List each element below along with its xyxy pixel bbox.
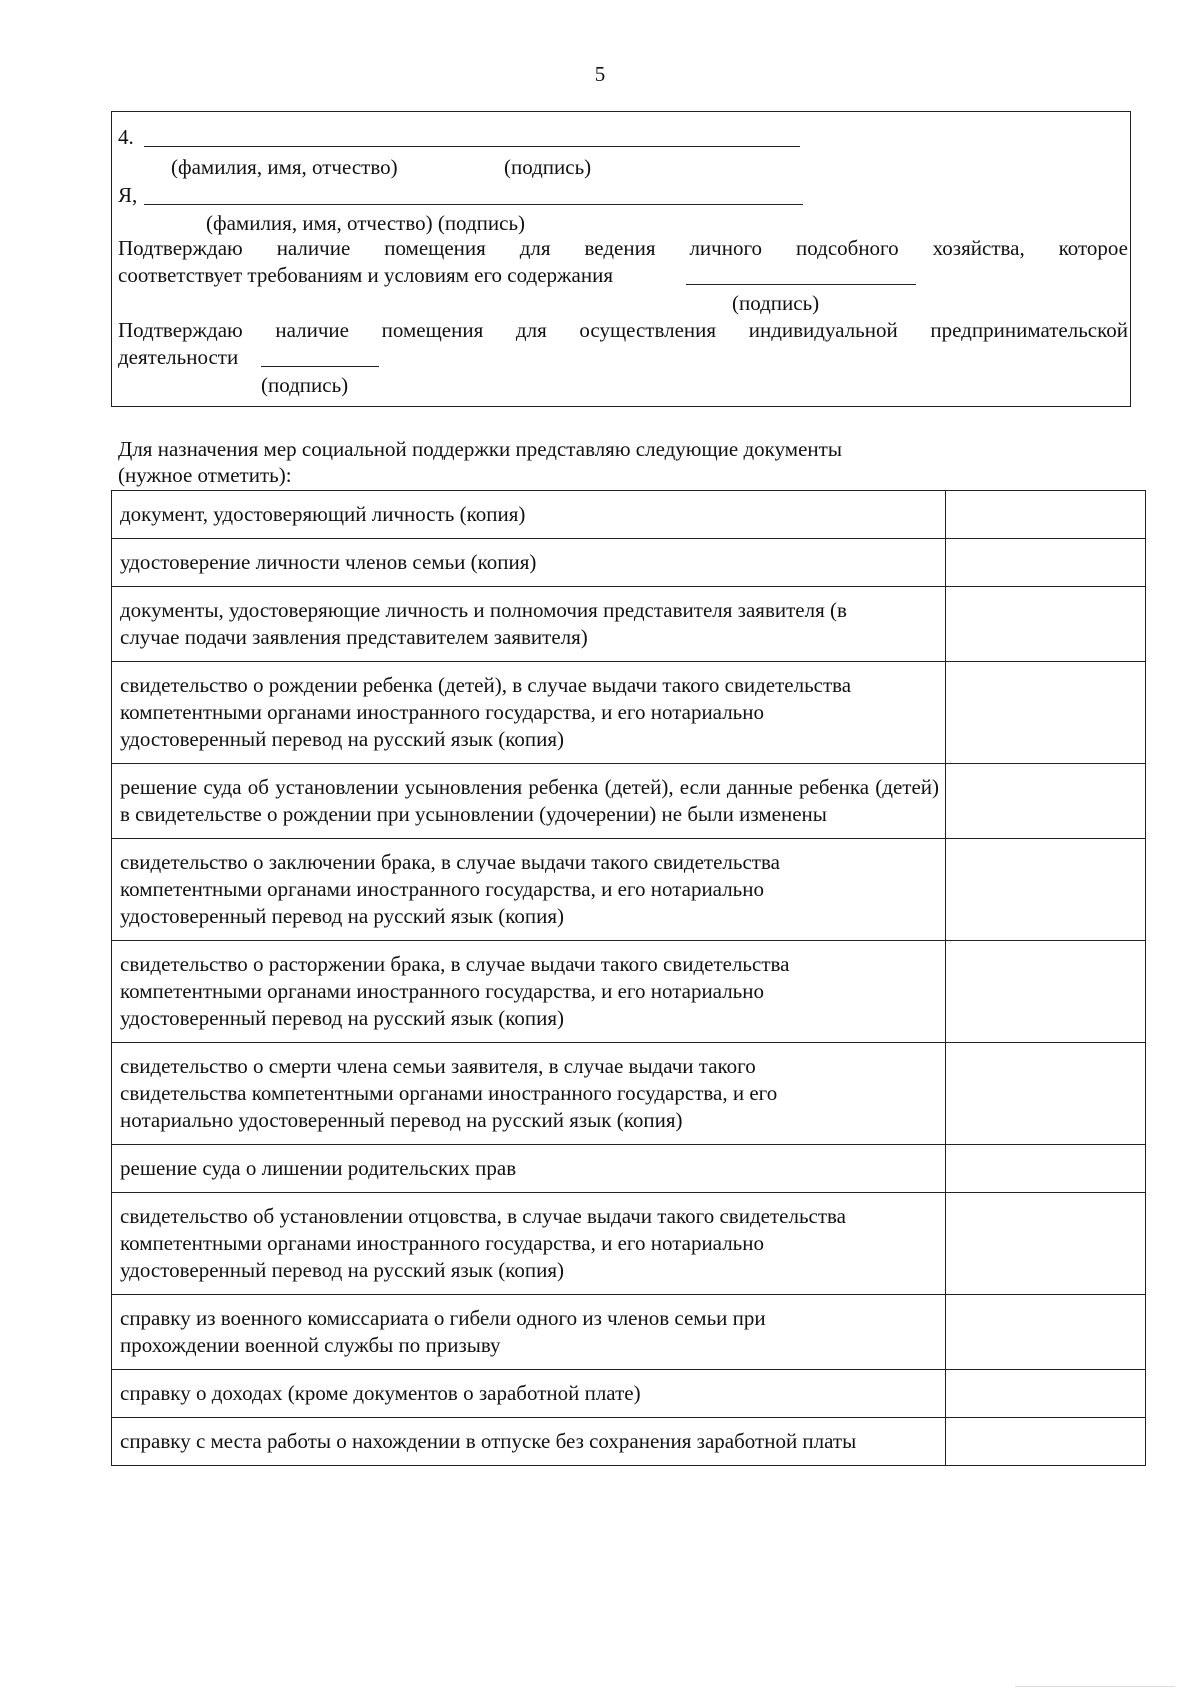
documents-intro-line2: (нужное отметить): [118,463,292,487]
document-checkbox-cell[interactable] [946,1145,1146,1193]
document-checkbox-cell[interactable] [946,1370,1146,1418]
document-name: справку с места работы о нахождении в отпуске без сохранения заработной платы [112,1418,946,1466]
document-checkbox-cell[interactable] [946,587,1146,662]
table-row [112,839,1146,941]
table-row [112,941,1146,1043]
confirm-business-line2: деятельности [118,345,239,369]
table-row [112,1418,1146,1466]
page-number: 5 [594,62,606,86]
document-name: справку о доходах (кроме документов о заработной плате) [112,1370,946,1418]
table-row [112,491,1146,539]
document-checkbox-cell[interactable] [946,539,1146,587]
table-row [112,662,1146,764]
document-name: свидетельство о заключении брака, в случае выдачи такого свидетельства компетентными органами иностранного государства, и его нотариально удостоверенный перевод на русский язык (копия) [112,839,946,941]
document-name: справку из военного комиссариата о гибели одного из членов семьи при прохождении военной службы по призыву [112,1295,946,1370]
document-checkbox-cell[interactable] [946,662,1146,764]
caption-name-1: (фамилия, имя, отчество) [171,155,398,179]
document-name: свидетельство о расторжении брака, в случае выдачи такого свидетельства компетентными органами иностранного государства, и его нотариально удостоверенный перевод на русский язык (копия) [112,941,946,1043]
table-row [112,1145,1146,1193]
caption-sign-3: (подпись) [732,291,820,315]
document-name: документ, удостоверяющий личность (копия) [112,491,946,539]
table-row [112,587,1146,662]
document-checkbox-cell[interactable] [946,839,1146,941]
caption-sign-4: (подпись) [261,373,349,397]
table-row [112,1295,1146,1370]
table-row [112,764,1146,839]
document-name: свидетельство об установлении отцовства, в случае выдачи такого свидетельства компетентными органами иностранного государства, и его нотариально удостоверенный перевод на русский язык (копия) [112,1193,946,1295]
table-row [112,1193,1146,1295]
signature-field-4[interactable] [261,366,379,367]
name-field-1[interactable] [144,146,800,147]
document-checkbox-cell[interactable] [946,1043,1146,1145]
document-name: свидетельство о рождении ребенка (детей), в случае выдачи такого свидетельства компетентными органами иностранного государства, и его нотариально удостоверенный перевод на русский язык (копия) [112,662,946,764]
signature-field-3[interactable] [686,284,916,285]
document-name: документы, удостоверяющие личность и полномочия представителя заявителя (в случае подачи заявления представителем заявителя) [112,587,946,662]
document-name: свидетельство о смерти члена семьи заявителя, в случае выдачи такого свидетельства компетентными органами иностранного государства, и его нотариально удостоверенный перевод на русский язык (копия) [112,1043,946,1145]
item-number: 4. [118,125,134,149]
name-field-2[interactable] [144,204,803,205]
document-checkbox-cell[interactable] [946,1193,1146,1295]
documents-table [111,490,1146,1466]
confirm-business-line1: Подтверждаю наличие помещения для осуществления индивидуальной предпринимательской [118,318,1128,342]
confirm-household-line2: соответствует требованиям и условиям его содержания [118,263,613,287]
document-name: решение суда об установлении усыновления ребенка (детей), если данные ребенка (детей) в свидетельстве о рождении при усыновлении (удочерении) не были изменены [112,764,946,839]
table-row [112,1043,1146,1145]
scan-artifact-line [1015,1686,1175,1687]
document-name: удостоверение личности членов семьи (копия) [112,539,946,587]
document-checkbox-cell[interactable] [946,941,1146,1043]
confirm-household-line1: Подтверждаю наличие помещения для ведения личного подсобного хозяйства, которое [118,236,1128,260]
table-row [112,539,1146,587]
caption-sign-1: (подпись) [504,155,592,179]
document-checkbox-cell[interactable] [946,491,1146,539]
document-checkbox-cell[interactable] [946,1418,1146,1466]
document-checkbox-cell[interactable] [946,764,1146,839]
ya-label: Я, [118,183,138,207]
document-checkbox-cell[interactable] [946,1295,1146,1370]
table-row [112,1370,1146,1418]
document-name: решение суда о лишении родительских прав [112,1145,946,1193]
signature-box [111,111,1131,407]
documents-intro-line1: Для назначения мер социальной поддержки представляю следующие документы [118,437,842,461]
caption-name-sign-2: (фамилия, имя, отчество) (подпись) [206,211,526,235]
